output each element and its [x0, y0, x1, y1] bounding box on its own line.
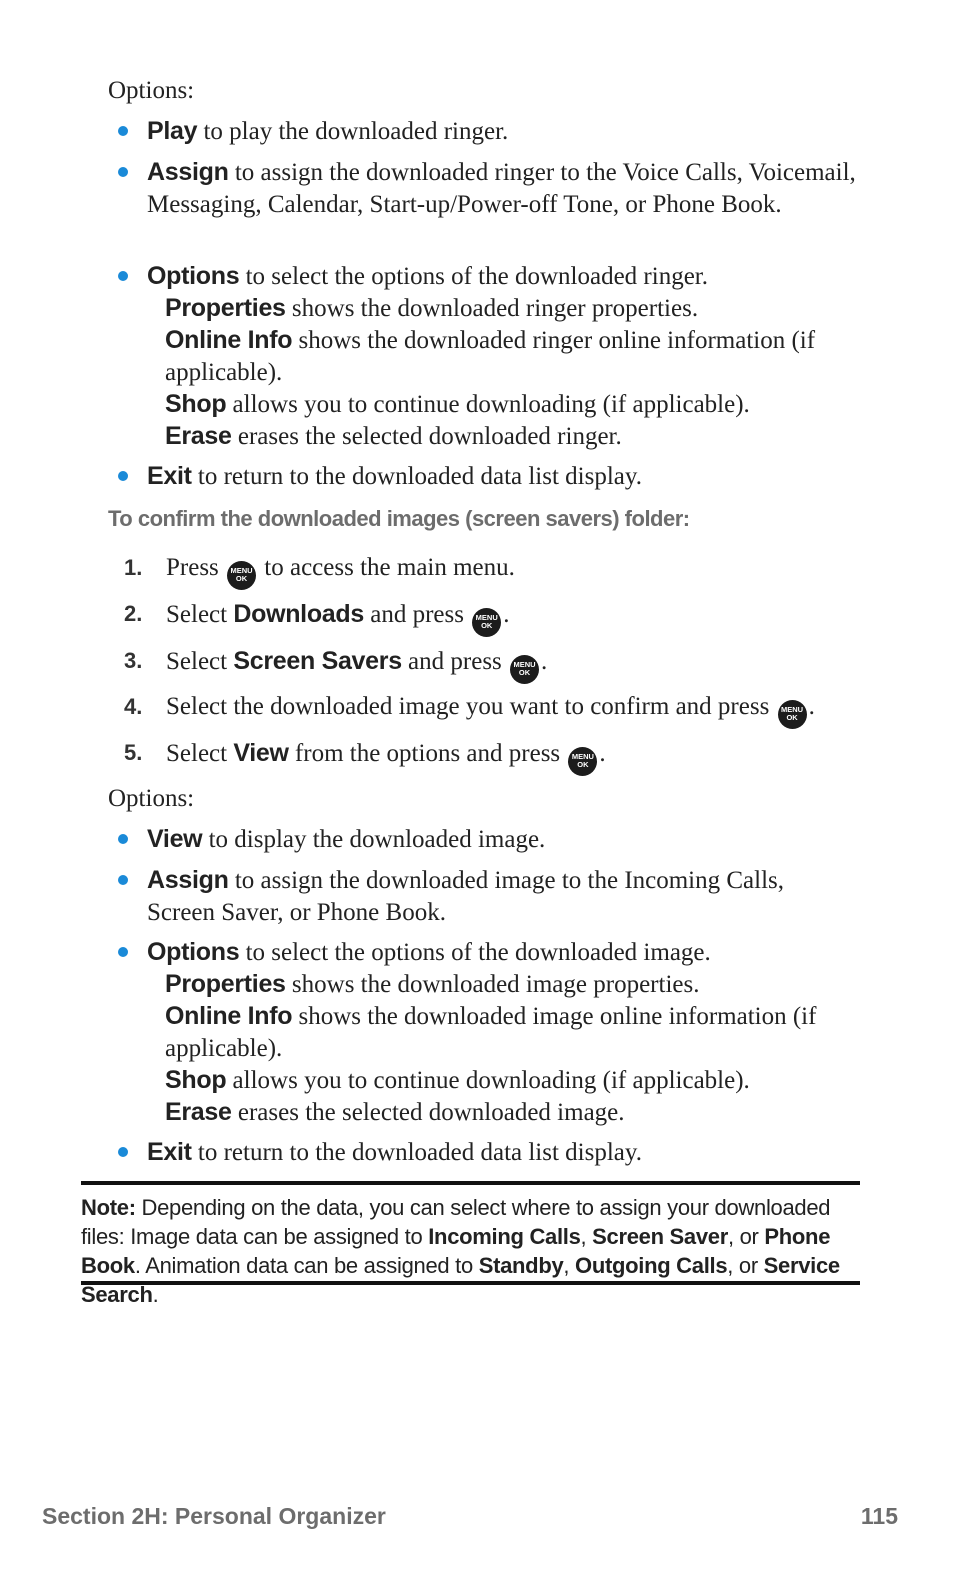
menu-ok-key-icon: MENU OK [510, 655, 539, 684]
option-item-options [118, 260, 858, 293]
option-term: Assign [147, 158, 229, 186]
option-desc: to return to the downloaded data list display. [191, 463, 643, 490]
option-desc: to display the downloaded image. [202, 826, 546, 853]
options-label: Options: [108, 77, 195, 104]
note-label: Note: [81, 1195, 136, 1220]
bullet-dot [118, 271, 128, 281]
bullet-dot [118, 167, 128, 177]
option-term: Options [147, 262, 240, 290]
step-term: Downloads [233, 600, 364, 628]
sub-desc: erases the selected downloaded image. [231, 1099, 625, 1126]
sub-term: Erase [165, 422, 232, 450]
option-term: Exit [147, 462, 192, 490]
option-item-exit [118, 1136, 858, 1169]
note-text: Note: Depending on the data, you can select where to assign your downloaded files: Image data can be assigned to Incoming Calls, Screen Saver, or Phone Book. Animation data can be assigned to Standby, Outgoing Calls, or Service Search. [81, 1195, 840, 1307]
menu-ok-key-icon: MENU OK [568, 747, 597, 776]
sub-term: Erase [165, 1098, 232, 1126]
step-number: 4. [124, 694, 143, 719]
bullet-dot [118, 1147, 128, 1157]
step-1 [124, 552, 884, 590]
menu-ok-key-icon: MENU OK [227, 561, 256, 590]
step-number: 3. [124, 648, 143, 673]
sub-term: Properties [165, 294, 286, 322]
sub-desc: erases the selected downloaded ringer. [231, 423, 622, 450]
option-item-options [118, 936, 858, 969]
step-text: Select the downloaded image you want to confirm and press [166, 693, 776, 720]
step-text: Select [166, 740, 234, 767]
sub-desc: shows the downloaded image online information (if applicable). [165, 1003, 817, 1062]
footer-section-title: Section 2H: Personal Organizer [42, 1503, 386, 1529]
option-item-play [118, 115, 858, 148]
option-desc: to play the downloaded ringer. [197, 118, 509, 145]
menu-ok-key-icon: MENU OK [472, 608, 501, 637]
option-item-exit [118, 460, 858, 493]
option-desc: to assign the downloaded ringer to the Voice Calls, Voicemail, Messaging, Calendar, Start-up/Power-off Tone, or Phone Book. [147, 159, 856, 218]
sub-option-shop [165, 388, 865, 421]
sub-term: Online Info [165, 1002, 293, 1030]
sub-term: Properties [165, 970, 286, 998]
option-term: Assign [147, 866, 229, 894]
bullet-dot [118, 471, 128, 481]
step-number: 1. [124, 555, 143, 580]
option-item-assign [118, 864, 858, 929]
sub-term: Shop [165, 390, 227, 418]
sub-term: Online Info [165, 326, 293, 354]
bullet-dot [118, 834, 128, 844]
option-desc: to assign the downloaded image to the Incoming Calls, Screen Saver, or Phone Book. [147, 867, 785, 926]
step-number: 2. [124, 601, 143, 626]
step-3: 3. Select Screen Savers and press MENU OK . [124, 645, 884, 684]
step-number: 5. [124, 740, 143, 765]
option-term: Exit [147, 1138, 192, 1166]
option-term: Options [147, 938, 240, 966]
option-item-view [118, 823, 858, 856]
menu-ok-key-icon: MENU OK [778, 700, 807, 729]
step-text: and press [363, 601, 471, 628]
sub-option-properties [165, 968, 865, 1001]
step-text: Select [166, 648, 234, 675]
step-text: and press [401, 648, 509, 675]
sub-desc: allows you to continue downloading (if applicable). [226, 391, 750, 418]
sub-option-online-info [165, 324, 865, 389]
procedure-heading: To confirm the downloaded images (screen savers) folder: [108, 506, 690, 531]
sub-desc: shows the downloaded image properties. [285, 971, 700, 998]
sub-option-properties [165, 292, 865, 325]
option-term: View [147, 825, 203, 853]
step-4: 4. Select the downloaded image you want to confirm and press MENU OK . [124, 691, 884, 729]
bullet-dot [118, 875, 128, 885]
step-5: 5. Select View from the options and press MENU OK . [124, 737, 884, 776]
step-2: 2. Select Downloads and press MENU OK . [124, 598, 884, 637]
sub-term: Shop [165, 1066, 227, 1094]
option-desc: to select the options of the downloaded image. [239, 939, 711, 966]
sub-desc: shows the downloaded ringer properties. [285, 295, 699, 322]
sub-desc: shows the downloaded ringer online information (if applicable). [165, 327, 816, 386]
option-desc: to select the options of the downloaded ringer. [239, 263, 708, 290]
step-term: View [233, 739, 289, 767]
sub-option-online-info [165, 1000, 865, 1065]
bullet-dot [118, 947, 128, 957]
step-text: from the options and press [288, 740, 567, 767]
option-desc: to return to the downloaded data list display. [191, 1139, 643, 1166]
option-term: Play [147, 117, 198, 145]
sub-desc: allows you to continue downloading (if applicable). [226, 1067, 750, 1094]
step-text: Select [166, 601, 234, 628]
step-text: to access the main menu. [258, 554, 515, 581]
sub-option-erase [165, 1096, 865, 1129]
option-item-assign [118, 156, 858, 221]
note-box [81, 1181, 860, 1307]
footer-page-number: 115 [860, 1503, 898, 1529]
sub-option-erase [165, 420, 865, 453]
sub-option-shop [165, 1064, 865, 1097]
step-text: Press [166, 554, 226, 581]
bullet-dot [118, 126, 128, 136]
step-term: Screen Savers [233, 647, 402, 675]
options-label: Options: [108, 785, 195, 812]
